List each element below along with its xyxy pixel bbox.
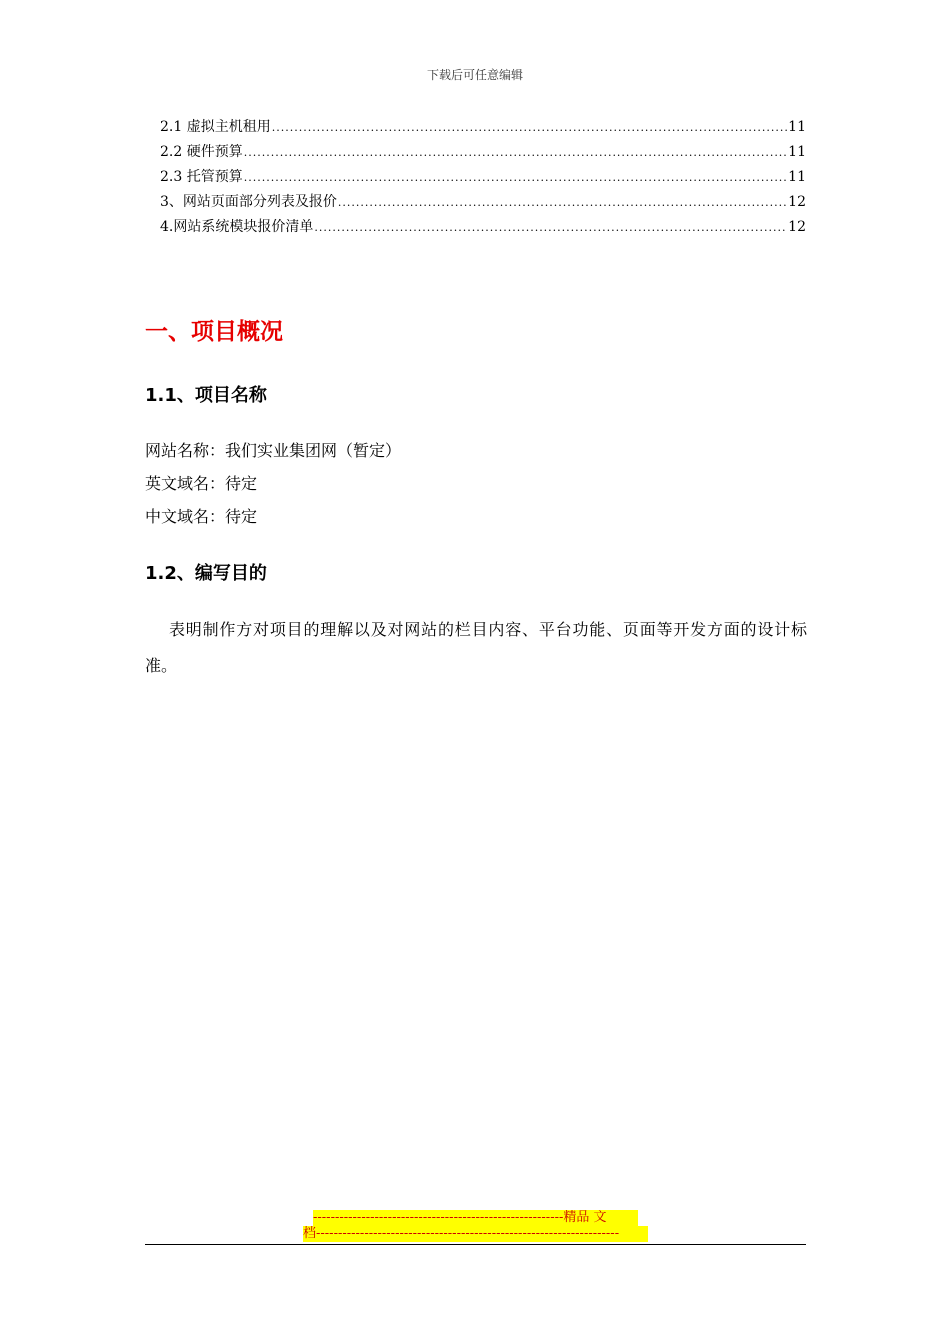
- toc-entry-page: 12: [788, 219, 806, 235]
- toc-entry-title: 3、网站页面部分列表及报价: [160, 194, 337, 210]
- toc-entry[interactable]: [160, 142, 806, 167]
- page-header-note: 下载后可任意编辑: [426, 68, 523, 82]
- footer-watermark-line: ---------------------------------------------------------精品 文: [313, 1210, 638, 1226]
- section-heading-project-overview: 一、项目概况: [145, 319, 283, 345]
- toc-dot-leader: [244, 143, 787, 163]
- footer-watermark: [303, 1210, 648, 1242]
- purpose-paragraph: 表明制作方对项目的理解以及对网站的栏目内容、平台功能、页面等开发方面的设计标准。: [145, 620, 807, 675]
- footer-watermark-line: 档---------------------------------------------------------------------: [303, 1226, 648, 1242]
- toc-dot-leader: [244, 168, 787, 188]
- toc-entry-page: 11: [788, 144, 806, 160]
- subsection-heading-project-name: 1.1、项目名称: [145, 385, 267, 406]
- toc-entry[interactable]: [160, 192, 806, 217]
- website-name-line: 网站名称：我们实业集团网（暂定）: [145, 441, 402, 460]
- toc-dot-leader: [272, 118, 787, 138]
- subsection-heading-purpose: 1.2、编写目的: [145, 563, 267, 584]
- toc-entry-title: 2.2 硬件预算: [160, 144, 243, 160]
- toc-entry-page: 12: [788, 194, 806, 210]
- english-domain-line: 英文域名：待定: [145, 474, 258, 493]
- toc-entry-page: 11: [788, 169, 806, 185]
- toc-entry-title: 2.1 虚拟主机租用: [160, 119, 271, 135]
- toc-dot-leader: [338, 193, 787, 213]
- chinese-domain-line: 中文域名：待定: [145, 507, 258, 526]
- toc-entry[interactable]: [160, 117, 806, 142]
- toc-entry-title: 4.网站系统模块报价清单: [160, 219, 314, 235]
- toc-entry[interactable]: [160, 167, 806, 192]
- toc-entry-title: 2.3 托管预算: [160, 169, 243, 185]
- toc-dot-leader: [314, 218, 787, 238]
- footer-divider: [145, 1244, 806, 1245]
- table-of-contents: [160, 117, 806, 242]
- toc-entry-page: 11: [788, 119, 806, 135]
- toc-entry[interactable]: [160, 217, 806, 242]
